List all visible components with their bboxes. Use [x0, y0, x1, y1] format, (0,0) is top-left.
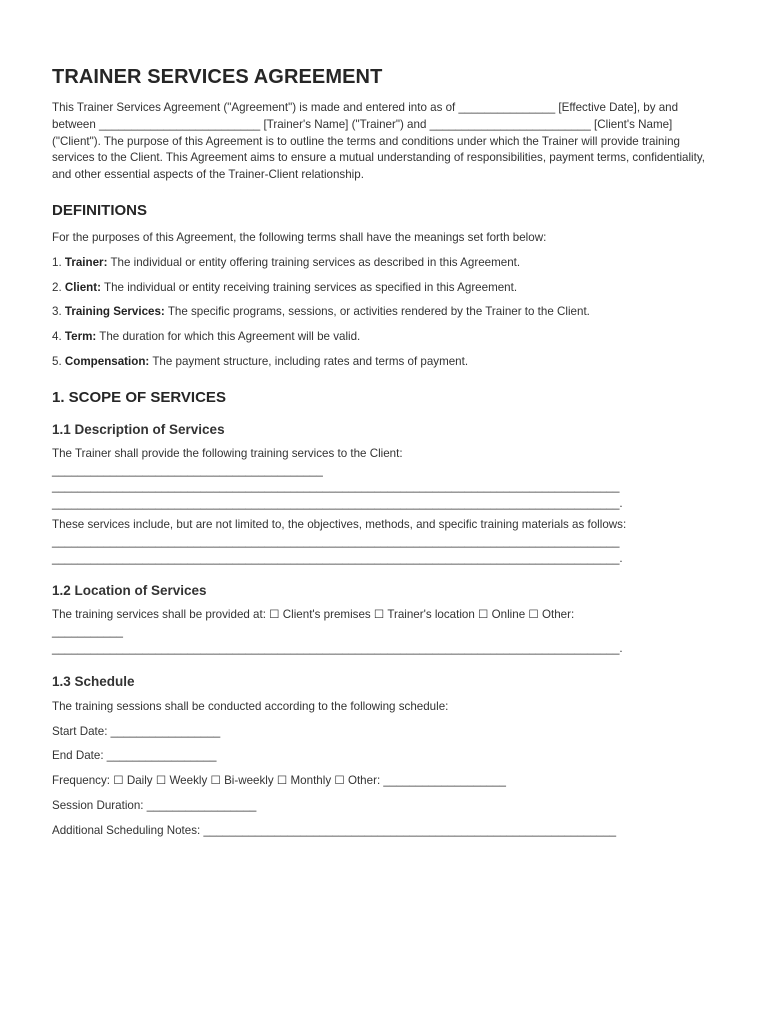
location-section	[52, 607, 720, 657]
blank-line: ________________________________________________________________________________________	[52, 480, 620, 494]
definition-term: Term:	[64, 330, 97, 344]
definitions-heading: DEFINITIONS	[52, 201, 148, 219]
definition-item: 4. Term: The duration for which this Agreement will be valid.	[52, 330, 361, 344]
blank-line: ________________________________________________________________________________________	[52, 534, 620, 548]
blank-line: ___________	[52, 625, 123, 639]
definition-item: 3. Training Services: The specific programs, sessions, or activities rendered by the Trainer to the Client.	[52, 305, 590, 319]
definitions-lead: For the purposes of this Agreement, the following terms shall have the meanings set forth below:	[52, 230, 547, 244]
description-lead: The Trainer shall provide the following training services to the Client:	[52, 446, 403, 460]
schedule-heading: 1.3 Schedule	[52, 673, 135, 689]
definition-text: The specific programs, sessions, or activities rendered by the Trainer to the Client.	[167, 305, 590, 319]
definition-item: 2. Client: The individual or entity receiving training services as specified in this Agreement.	[52, 280, 518, 294]
blank-line: ________________________________________________________________________________________.	[52, 551, 623, 565]
schedule-lead: The training sessions shall be conducted according to the following schedule:	[52, 699, 449, 713]
session-duration-field: Session Duration: _________________	[52, 798, 257, 812]
frequency-field: Frequency: ☐ Daily ☐ Weekly ☐ Bi-weekly ☐ Monthly ☐ Other: ___________________	[52, 774, 506, 788]
definition-text: The individual or entity offering training services as described in this Agreement.	[110, 255, 521, 269]
definition-term: Trainer:	[64, 255, 108, 269]
blank-line: __________________________________________	[52, 463, 323, 477]
blank-line: ________________________________________________________________________________________.	[52, 641, 623, 655]
description-heading: 1.1 Description of Services	[52, 421, 225, 437]
definition-text: The individual or entity receiving training services as specified in this Agreement.	[104, 280, 518, 294]
document-content	[52, 66, 720, 840]
start-date-field: Start Date: _________________	[52, 724, 221, 738]
end-date-field: End Date: _________________	[52, 749, 217, 763]
definition-text: The payment structure, including rates and terms of payment.	[152, 354, 469, 368]
definition-text: The duration for which this Agreement will be valid.	[99, 330, 361, 344]
definition-item: 5. Compensation: The payment structure, including rates and terms of payment.	[52, 354, 469, 368]
description-section	[52, 446, 720, 568]
document-title: TRAINER SERVICES AGREEMENT	[52, 66, 383, 88]
location-heading: 1.2 Location of Services	[52, 583, 207, 599]
definition-item: 1. Trainer: The individual or entity offering training services as described in this Agreement.	[52, 255, 521, 269]
definition-term: Training Services:	[64, 305, 165, 319]
definition-term: Compensation:	[64, 354, 150, 368]
scope-heading: 1. SCOPE OF SERVICES	[52, 388, 226, 406]
blank-line: ________________________________________________________________________________________.	[52, 497, 623, 511]
location-options: The training services shall be provided at: ☐ Client's premises ☐ Trainer's location ☐ Online ☐ Other:	[52, 608, 575, 622]
scheduling-notes-field: Additional Scheduling Notes: ________________________________________________________________	[52, 823, 617, 837]
definition-term: Client:	[64, 280, 101, 294]
intro-paragraph: This Trainer Services Agreement ("Agreement") is made and entered into as of _______________ [Effective Date], by and between _________________________ [Trainer's Name] ("Trainer") and _________________________ [Client's Name] ("Client"). The purpose of this Agreement is to outline the terms and conditions under which the Trainer will provide training services to the Client. This Agreement aims to ensure a mutual understanding of responsibilities, payment terms, confidentiality, and other essential aspects of the Trainer-Client relationship.	[52, 101, 706, 182]
description-lead-2: These services include, but are not limited to, the objectives, methods, and specific training materials as follows:	[52, 517, 627, 531]
